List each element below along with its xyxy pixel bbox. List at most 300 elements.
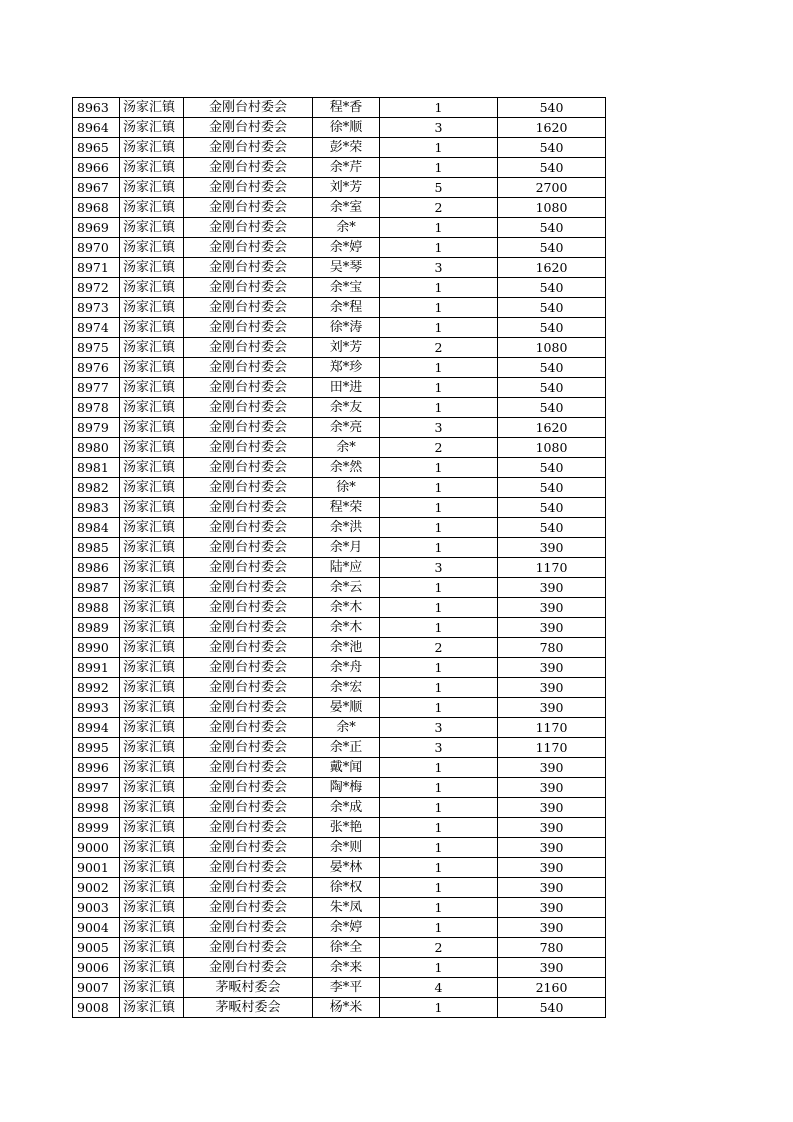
household-count-cell: 2 — [380, 198, 498, 218]
household-count-cell: 2 — [380, 638, 498, 658]
table-row — [73, 438, 606, 458]
serial-number-cell: 8995 — [73, 738, 120, 758]
serial-number-cell: 8997 — [73, 778, 120, 798]
amount-cell: 540 — [498, 498, 606, 518]
amount-cell: 390 — [498, 778, 606, 798]
town-cell: 汤家汇镇 — [120, 138, 184, 158]
household-count-cell: 1 — [380, 798, 498, 818]
town-cell: 汤家汇镇 — [120, 98, 184, 118]
household-count-cell: 3 — [380, 118, 498, 138]
town-cell: 汤家汇镇 — [120, 478, 184, 498]
person-name-cell: 晏*林 — [313, 858, 380, 878]
household-count-cell: 1 — [380, 458, 498, 478]
person-name-cell: 余*来 — [313, 958, 380, 978]
person-name-cell: 余*正 — [313, 738, 380, 758]
household-count-cell: 1 — [380, 618, 498, 638]
amount-cell: 540 — [498, 238, 606, 258]
village-cell: 金刚台村委会 — [184, 678, 313, 698]
village-cell: 金刚台村委会 — [184, 518, 313, 538]
serial-number-cell: 8983 — [73, 498, 120, 518]
table-row — [73, 498, 606, 518]
serial-number-cell: 8984 — [73, 518, 120, 538]
serial-number-cell: 8980 — [73, 438, 120, 458]
town-cell: 汤家汇镇 — [120, 678, 184, 698]
town-cell: 汤家汇镇 — [120, 538, 184, 558]
person-name-cell: 余*洪 — [313, 518, 380, 538]
household-count-cell: 3 — [380, 258, 498, 278]
village-cell: 金刚台村委会 — [184, 118, 313, 138]
household-count-cell: 1 — [380, 698, 498, 718]
town-cell: 汤家汇镇 — [120, 338, 184, 358]
amount-cell: 1170 — [498, 558, 606, 578]
village-cell: 金刚台村委会 — [184, 538, 313, 558]
town-cell: 汤家汇镇 — [120, 398, 184, 418]
village-cell: 金刚台村委会 — [184, 938, 313, 958]
table-row — [73, 958, 606, 978]
serial-number-cell: 8986 — [73, 558, 120, 578]
village-cell: 金刚台村委会 — [184, 498, 313, 518]
household-count-cell: 5 — [380, 178, 498, 198]
person-name-cell: 余*木 — [313, 598, 380, 618]
person-name-cell: 徐*顺 — [313, 118, 380, 138]
serial-number-cell: 9008 — [73, 998, 120, 1018]
village-cell: 金刚台村委会 — [184, 598, 313, 618]
table-row — [73, 778, 606, 798]
serial-number-cell: 8978 — [73, 398, 120, 418]
serial-number-cell: 9006 — [73, 958, 120, 978]
household-count-cell: 1 — [380, 658, 498, 678]
amount-cell: 540 — [498, 158, 606, 178]
village-cell: 金刚台村委会 — [184, 198, 313, 218]
amount-cell: 390 — [498, 878, 606, 898]
village-cell: 金刚台村委会 — [184, 718, 313, 738]
town-cell: 汤家汇镇 — [120, 438, 184, 458]
town-cell: 汤家汇镇 — [120, 858, 184, 878]
village-cell: 金刚台村委会 — [184, 878, 313, 898]
village-cell: 金刚台村委会 — [184, 298, 313, 318]
serial-number-cell: 8972 — [73, 278, 120, 298]
household-count-cell: 1 — [380, 238, 498, 258]
table-row — [73, 338, 606, 358]
amount-cell: 1080 — [498, 338, 606, 358]
town-cell: 汤家汇镇 — [120, 918, 184, 938]
household-count-cell: 1 — [380, 218, 498, 238]
town-cell: 汤家汇镇 — [120, 458, 184, 478]
village-cell: 金刚台村委会 — [184, 858, 313, 878]
household-count-cell: 1 — [380, 278, 498, 298]
serial-number-cell: 8992 — [73, 678, 120, 698]
amount-cell: 390 — [498, 578, 606, 598]
town-cell: 汤家汇镇 — [120, 758, 184, 778]
amount-cell: 540 — [498, 278, 606, 298]
household-count-cell: 1 — [380, 138, 498, 158]
household-count-cell: 3 — [380, 718, 498, 738]
town-cell: 汤家汇镇 — [120, 658, 184, 678]
town-cell: 汤家汇镇 — [120, 358, 184, 378]
household-count-cell: 1 — [380, 98, 498, 118]
village-cell: 金刚台村委会 — [184, 418, 313, 438]
amount-cell: 540 — [498, 138, 606, 158]
person-name-cell: 余*然 — [313, 458, 380, 478]
person-name-cell: 余*程 — [313, 298, 380, 318]
village-cell: 金刚台村委会 — [184, 898, 313, 918]
table-row — [73, 898, 606, 918]
village-cell: 金刚台村委会 — [184, 658, 313, 678]
town-cell: 汤家汇镇 — [120, 738, 184, 758]
serial-number-cell: 8974 — [73, 318, 120, 338]
town-cell: 汤家汇镇 — [120, 618, 184, 638]
village-cell: 金刚台村委会 — [184, 838, 313, 858]
serial-number-cell: 8981 — [73, 458, 120, 478]
table-row — [73, 218, 606, 238]
person-name-cell: 余*成 — [313, 798, 380, 818]
table-row — [73, 398, 606, 418]
serial-number-cell: 9000 — [73, 838, 120, 858]
person-name-cell: 李*平 — [313, 978, 380, 998]
table-row — [73, 358, 606, 378]
village-cell: 金刚台村委会 — [184, 278, 313, 298]
household-count-cell: 1 — [380, 298, 498, 318]
serial-number-cell: 8990 — [73, 638, 120, 658]
amount-cell: 390 — [498, 918, 606, 938]
household-count-cell: 1 — [380, 158, 498, 178]
amount-cell: 390 — [498, 858, 606, 878]
serial-number-cell: 8979 — [73, 418, 120, 438]
town-cell: 汤家汇镇 — [120, 938, 184, 958]
town-cell: 汤家汇镇 — [120, 778, 184, 798]
person-name-cell: 余*友 — [313, 398, 380, 418]
table-row — [73, 138, 606, 158]
household-count-cell: 3 — [380, 738, 498, 758]
table-row — [73, 698, 606, 718]
serial-number-cell: 8973 — [73, 298, 120, 318]
table-row — [73, 758, 606, 778]
town-cell: 汤家汇镇 — [120, 318, 184, 338]
town-cell: 汤家汇镇 — [120, 598, 184, 618]
person-name-cell: 余*池 — [313, 638, 380, 658]
town-cell: 汤家汇镇 — [120, 818, 184, 838]
town-cell: 汤家汇镇 — [120, 498, 184, 518]
household-count-cell: 1 — [380, 958, 498, 978]
person-name-cell: 刘*芳 — [313, 178, 380, 198]
amount-cell: 1620 — [498, 418, 606, 438]
household-count-cell: 1 — [380, 318, 498, 338]
household-count-cell: 1 — [380, 858, 498, 878]
amount-cell: 780 — [498, 938, 606, 958]
table-row — [73, 998, 606, 1018]
amount-cell: 540 — [498, 518, 606, 538]
serial-number-cell: 8993 — [73, 698, 120, 718]
village-cell: 金刚台村委会 — [184, 638, 313, 658]
person-name-cell: 陆*应 — [313, 558, 380, 578]
table-row — [73, 418, 606, 438]
table-row — [73, 578, 606, 598]
village-cell: 金刚台村委会 — [184, 318, 313, 338]
amount-cell: 540 — [498, 478, 606, 498]
amount-cell: 540 — [498, 378, 606, 398]
village-cell: 金刚台村委会 — [184, 958, 313, 978]
town-cell: 汤家汇镇 — [120, 638, 184, 658]
person-name-cell: 徐*权 — [313, 878, 380, 898]
person-name-cell: 余*则 — [313, 838, 380, 858]
household-count-cell: 1 — [380, 498, 498, 518]
amount-cell: 390 — [498, 618, 606, 638]
household-count-cell: 1 — [380, 378, 498, 398]
table-row — [73, 858, 606, 878]
town-cell: 汤家汇镇 — [120, 258, 184, 278]
village-cell: 金刚台村委会 — [184, 398, 313, 418]
table-row — [73, 98, 606, 118]
serial-number-cell: 8971 — [73, 258, 120, 278]
table-row — [73, 538, 606, 558]
town-cell: 汤家汇镇 — [120, 118, 184, 138]
table-row — [73, 678, 606, 698]
table-row — [73, 558, 606, 578]
table-row — [73, 458, 606, 478]
table-row — [73, 158, 606, 178]
household-count-cell: 1 — [380, 678, 498, 698]
household-count-cell: 4 — [380, 978, 498, 998]
person-name-cell: 彭*荣 — [313, 138, 380, 158]
village-cell: 金刚台村委会 — [184, 778, 313, 798]
table-row — [73, 198, 606, 218]
town-cell: 汤家汇镇 — [120, 998, 184, 1018]
household-count-cell: 2 — [380, 938, 498, 958]
person-name-cell: 余* — [313, 718, 380, 738]
person-name-cell: 余*婷 — [313, 238, 380, 258]
serial-number-cell: 8982 — [73, 478, 120, 498]
town-cell: 汤家汇镇 — [120, 418, 184, 438]
village-cell: 金刚台村委会 — [184, 178, 313, 198]
village-cell: 金刚台村委会 — [184, 758, 313, 778]
person-name-cell: 余* — [313, 438, 380, 458]
person-name-cell: 余*宏 — [313, 678, 380, 698]
town-cell: 汤家汇镇 — [120, 238, 184, 258]
town-cell: 汤家汇镇 — [120, 158, 184, 178]
table-row — [73, 318, 606, 338]
town-cell: 汤家汇镇 — [120, 878, 184, 898]
serial-number-cell: 9003 — [73, 898, 120, 918]
amount-cell: 540 — [498, 318, 606, 338]
serial-number-cell: 9007 — [73, 978, 120, 998]
serial-number-cell: 8976 — [73, 358, 120, 378]
village-cell: 金刚台村委会 — [184, 818, 313, 838]
amount-cell: 1080 — [498, 198, 606, 218]
serial-number-cell: 8996 — [73, 758, 120, 778]
amount-cell: 780 — [498, 638, 606, 658]
serial-number-cell: 8975 — [73, 338, 120, 358]
person-name-cell: 陶*梅 — [313, 778, 380, 798]
amount-cell: 1080 — [498, 438, 606, 458]
person-name-cell: 徐* — [313, 478, 380, 498]
serial-number-cell: 8970 — [73, 238, 120, 258]
serial-number-cell: 8987 — [73, 578, 120, 598]
person-name-cell: 郑*珍 — [313, 358, 380, 378]
amount-cell: 390 — [498, 898, 606, 918]
town-cell: 汤家汇镇 — [120, 198, 184, 218]
table-row — [73, 478, 606, 498]
table-row — [73, 278, 606, 298]
town-cell: 汤家汇镇 — [120, 178, 184, 198]
amount-cell: 1620 — [498, 258, 606, 278]
household-count-cell: 1 — [380, 878, 498, 898]
household-count-cell: 1 — [380, 478, 498, 498]
person-name-cell: 徐*涛 — [313, 318, 380, 338]
table-row — [73, 598, 606, 618]
amount-cell: 390 — [498, 798, 606, 818]
town-cell: 汤家汇镇 — [120, 958, 184, 978]
household-count-cell: 1 — [380, 538, 498, 558]
person-name-cell: 余*亮 — [313, 418, 380, 438]
serial-number-cell: 8968 — [73, 198, 120, 218]
village-cell: 茅畈村委会 — [184, 978, 313, 998]
table-row — [73, 918, 606, 938]
person-name-cell: 吴*琴 — [313, 258, 380, 278]
person-name-cell: 余*木 — [313, 618, 380, 638]
village-cell: 金刚台村委会 — [184, 98, 313, 118]
amount-cell: 540 — [498, 998, 606, 1018]
village-cell: 金刚台村委会 — [184, 738, 313, 758]
town-cell: 汤家汇镇 — [120, 838, 184, 858]
town-cell: 汤家汇镇 — [120, 378, 184, 398]
table-row — [73, 118, 606, 138]
amount-cell: 390 — [498, 598, 606, 618]
village-cell: 金刚台村委会 — [184, 698, 313, 718]
household-count-cell: 1 — [380, 518, 498, 538]
household-count-cell: 1 — [380, 758, 498, 778]
town-cell: 汤家汇镇 — [120, 978, 184, 998]
person-name-cell: 余*云 — [313, 578, 380, 598]
serial-number-cell: 8966 — [73, 158, 120, 178]
serial-number-cell: 8989 — [73, 618, 120, 638]
amount-cell: 1170 — [498, 738, 606, 758]
table-row — [73, 618, 606, 638]
household-count-cell: 2 — [380, 338, 498, 358]
household-count-cell: 1 — [380, 398, 498, 418]
serial-number-cell: 9002 — [73, 878, 120, 898]
person-name-cell: 刘*芳 — [313, 338, 380, 358]
village-cell: 金刚台村委会 — [184, 378, 313, 398]
town-cell: 汤家汇镇 — [120, 518, 184, 538]
person-name-cell: 田*进 — [313, 378, 380, 398]
person-name-cell: 朱*凤 — [313, 898, 380, 918]
household-count-cell: 1 — [380, 358, 498, 378]
person-name-cell: 徐*全 — [313, 938, 380, 958]
town-cell: 汤家汇镇 — [120, 218, 184, 238]
table-row — [73, 818, 606, 838]
person-name-cell: 晏*顺 — [313, 698, 380, 718]
amount-cell: 390 — [498, 838, 606, 858]
town-cell: 汤家汇镇 — [120, 698, 184, 718]
table-row — [73, 718, 606, 738]
table-row — [73, 638, 606, 658]
data-table — [72, 97, 606, 1018]
household-count-cell: 1 — [380, 898, 498, 918]
village-cell: 金刚台村委会 — [184, 918, 313, 938]
amount-cell: 390 — [498, 538, 606, 558]
village-cell: 茅畈村委会 — [184, 998, 313, 1018]
village-cell: 金刚台村委会 — [184, 158, 313, 178]
household-count-cell: 1 — [380, 778, 498, 798]
serial-number-cell: 8988 — [73, 598, 120, 618]
town-cell: 汤家汇镇 — [120, 298, 184, 318]
table-row — [73, 978, 606, 998]
table-row — [73, 738, 606, 758]
table-row — [73, 658, 606, 678]
village-cell: 金刚台村委会 — [184, 578, 313, 598]
village-cell: 金刚台村委会 — [184, 798, 313, 818]
household-count-cell: 1 — [380, 818, 498, 838]
household-count-cell: 1 — [380, 998, 498, 1018]
table-row — [73, 378, 606, 398]
household-count-cell: 3 — [380, 558, 498, 578]
table-row — [73, 518, 606, 538]
household-count-cell: 1 — [380, 598, 498, 618]
table-row — [73, 878, 606, 898]
amount-cell: 1620 — [498, 118, 606, 138]
serial-number-cell: 8991 — [73, 658, 120, 678]
village-cell: 金刚台村委会 — [184, 618, 313, 638]
table-row — [73, 238, 606, 258]
person-name-cell: 余*舟 — [313, 658, 380, 678]
town-cell: 汤家汇镇 — [120, 718, 184, 738]
person-name-cell: 余*芹 — [313, 158, 380, 178]
person-name-cell: 余*宝 — [313, 278, 380, 298]
serial-number-cell: 9005 — [73, 938, 120, 958]
person-name-cell: 程*香 — [313, 98, 380, 118]
village-cell: 金刚台村委会 — [184, 438, 313, 458]
amount-cell: 390 — [498, 698, 606, 718]
serial-number-cell: 8969 — [73, 218, 120, 238]
amount-cell: 540 — [498, 298, 606, 318]
person-name-cell: 余*室 — [313, 198, 380, 218]
village-cell: 金刚台村委会 — [184, 258, 313, 278]
table-row — [73, 838, 606, 858]
amount-cell: 540 — [498, 218, 606, 238]
amount-cell: 390 — [498, 958, 606, 978]
town-cell: 汤家汇镇 — [120, 558, 184, 578]
amount-cell: 540 — [498, 98, 606, 118]
serial-number-cell: 8998 — [73, 798, 120, 818]
serial-number-cell: 8977 — [73, 378, 120, 398]
table-row — [73, 298, 606, 318]
household-count-cell: 1 — [380, 838, 498, 858]
household-count-cell: 1 — [380, 578, 498, 598]
table-row — [73, 798, 606, 818]
serial-number-cell: 9001 — [73, 858, 120, 878]
serial-number-cell: 8999 — [73, 818, 120, 838]
town-cell: 汤家汇镇 — [120, 578, 184, 598]
table-row — [73, 258, 606, 278]
household-count-cell: 1 — [380, 918, 498, 938]
household-count-cell: 3 — [380, 418, 498, 438]
person-name-cell: 张*艳 — [313, 818, 380, 838]
serial-number-cell: 8967 — [73, 178, 120, 198]
village-cell: 金刚台村委会 — [184, 458, 313, 478]
amount-cell: 2160 — [498, 978, 606, 998]
amount-cell: 540 — [498, 398, 606, 418]
amount-cell: 390 — [498, 678, 606, 698]
person-name-cell: 余*婷 — [313, 918, 380, 938]
village-cell: 金刚台村委会 — [184, 218, 313, 238]
person-name-cell: 余* — [313, 218, 380, 238]
serial-number-cell: 9004 — [73, 918, 120, 938]
serial-number-cell: 8963 — [73, 98, 120, 118]
village-cell: 金刚台村委会 — [184, 238, 313, 258]
serial-number-cell: 8994 — [73, 718, 120, 738]
village-cell: 金刚台村委会 — [184, 358, 313, 378]
person-name-cell: 程*荣 — [313, 498, 380, 518]
